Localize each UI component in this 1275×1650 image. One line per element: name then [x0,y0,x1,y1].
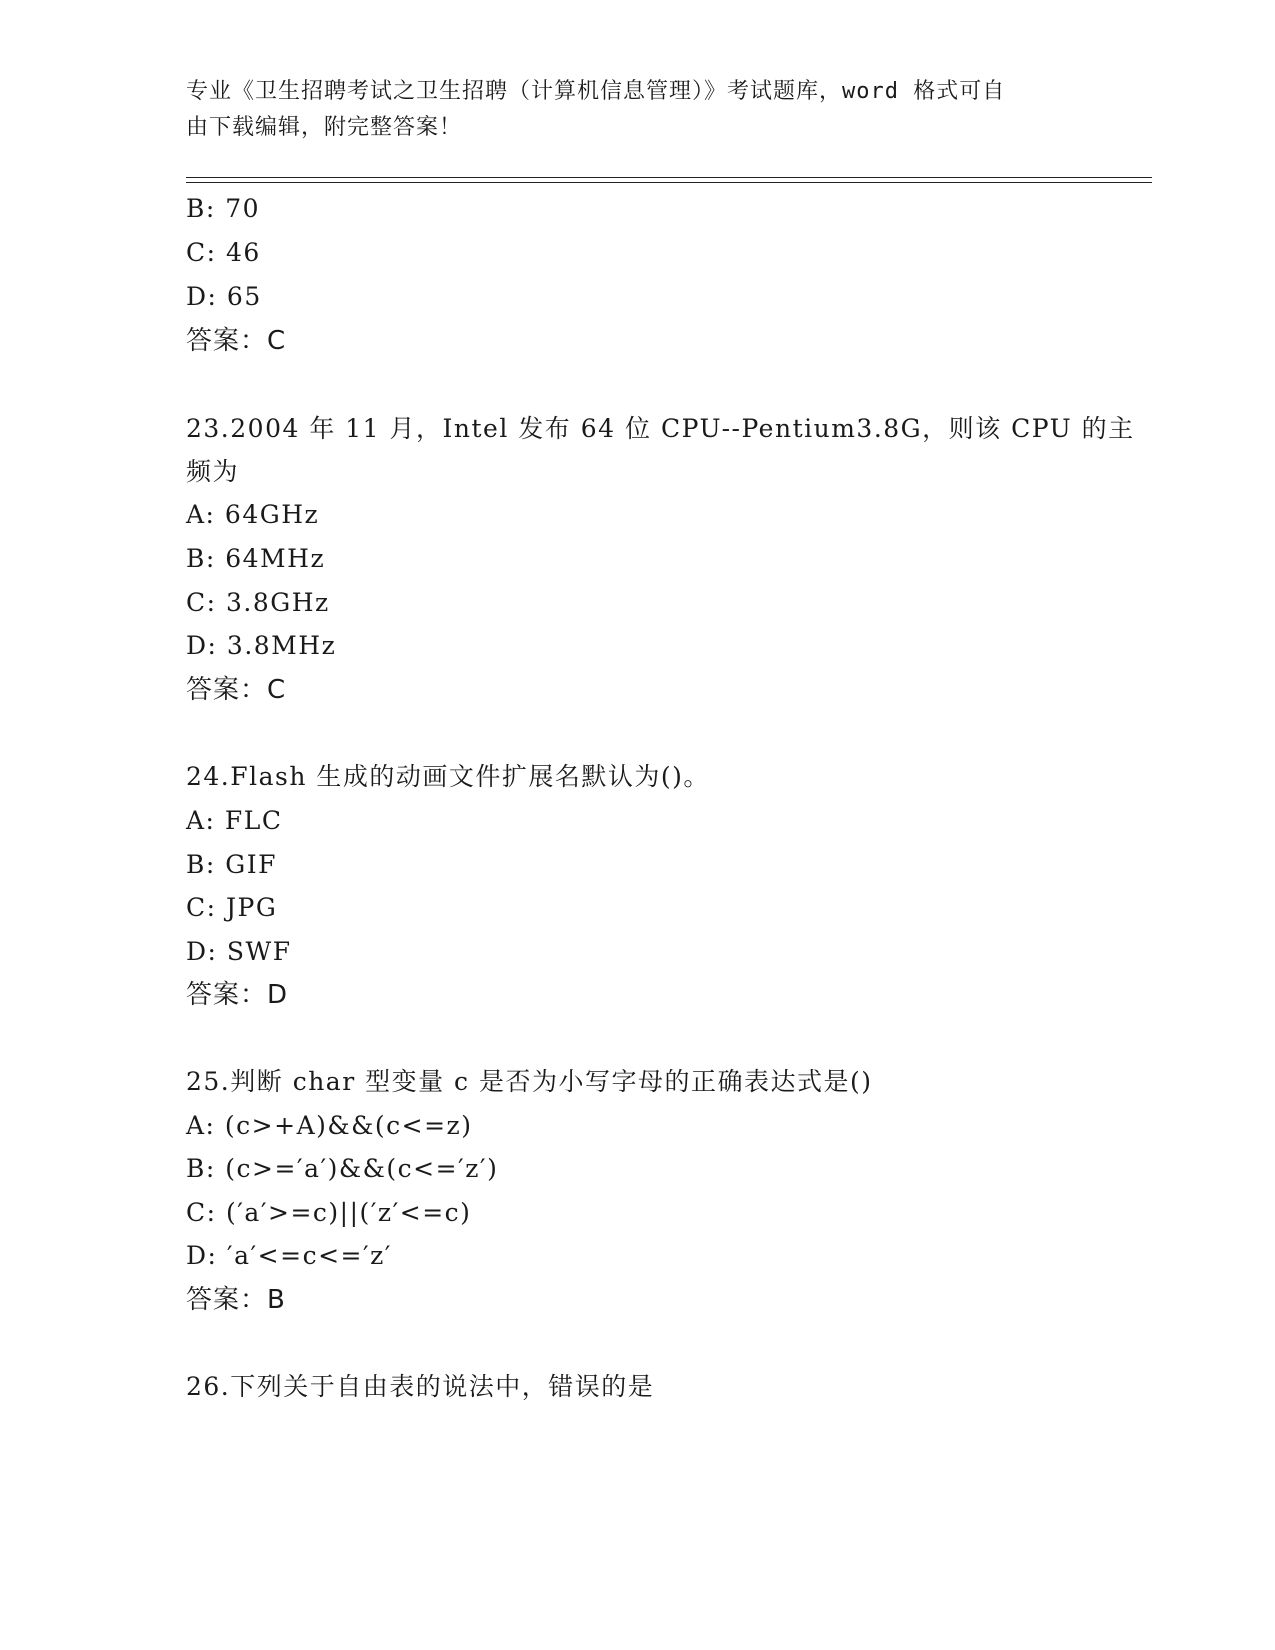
header-line-2: 由下载编辑，附完整答案！ [186,115,463,140]
q25-answer: 答案：B [186,1285,286,1315]
q24-answer: 答案：D [186,980,289,1010]
q25-option-b: B: (c>=′a′)&&(c<=′z′) [186,1154,499,1183]
header-line-1: 专业《卫生招聘考试之卫生招聘（计算机信息管理）》考试题库，word 格式可自 [186,79,1006,104]
q24-option-b: B: GIF [186,850,277,879]
q25-option-a: A: (c>+A)&&(c<=z) [186,1111,473,1140]
q22-answer: 答案：C [186,326,287,356]
q24-option-c: C: JPG [186,893,278,922]
document-header [186,74,1066,146]
q25-stem: 25.判断 char 型变量 c 是否为小写字母的正确表达式是() [186,1067,873,1096]
q22-option-c: C: 46 [186,238,261,267]
q24-stem: 24.Flash 生成的动画文件扩展名默认为()。 [186,762,710,791]
q22-option-b: B: 70 [186,194,261,223]
q26-stem: 26.下列关于自由表的说法中，错误的是 [186,1372,655,1401]
q23-option-a: A: 64GHz [186,500,320,529]
q22-option-d: D: 65 [186,282,262,311]
header-divider-bottom [186,182,1152,183]
q23-option-b: B: 64MHz [186,544,326,573]
header-divider-top [186,177,1152,178]
q23-option-d: D: 3.8MHz [186,631,337,660]
q24-option-d: D: SWF [186,937,292,966]
q23-answer: 答案：C [186,675,287,705]
q23-option-c: C: 3.8GHz [186,588,330,617]
q24-option-a: A: FLC [186,806,283,835]
q25-option-c: C: (′a′>=c)||(′z′<=c) [186,1198,472,1227]
q23-stem-line-1: 23.2004 年 11 月，Intel 发布 64 位 CPU--Pentium3.8G，则该 CPU 的主 [186,414,1135,443]
q23-stem-line-2: 频为 [186,457,240,486]
q25-option-d: D: ′a′<=c<=′z′ [186,1241,392,1270]
